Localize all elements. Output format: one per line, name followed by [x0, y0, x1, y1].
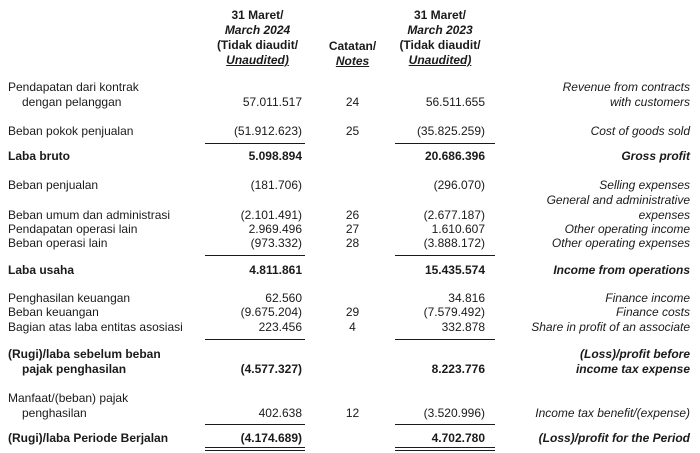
row-revenue — [0, 80, 700, 109]
row-other-income — [0, 222, 700, 237]
header-notes-line2: Notes — [335, 54, 370, 68]
row-other-income-current: 2.969.496 — [248, 222, 302, 236]
row-net-english: (Loss)/profit for the Period — [538, 431, 690, 445]
row-pbt-english-line2: income tax expense — [575, 362, 690, 376]
row-net-prior: 4.702.780 — [431, 431, 485, 445]
row-pbt-current: (4.577.327) — [240, 362, 302, 376]
header-current-period — [205, 8, 310, 68]
row-cogs — [0, 124, 700, 139]
row-other-exp-english: Other operating expenses — [551, 236, 690, 250]
row-fin-income-prior: 34.816 — [448, 291, 485, 305]
row-other-exp-note: 28 — [345, 236, 360, 250]
row-pbt-label-line1: (Rugi)/laba sebelum beban — [8, 347, 161, 361]
header-notes-line1: Catatan/ — [328, 39, 377, 53]
rule-current-gross — [205, 143, 305, 144]
row-gross-label: Laba bruto — [8, 149, 70, 163]
row-selling-label: Beban penjualan — [8, 178, 99, 192]
row-other-income-label: Pendapatan operasi lain — [8, 222, 138, 236]
row-other-exp-current: (973.332) — [250, 236, 302, 250]
row-gross-profit — [0, 149, 700, 164]
rule-prior-gross — [395, 143, 495, 144]
rule-current-pbt — [205, 339, 305, 340]
row-fin-income-label: Penghasilan keuangan — [8, 291, 131, 305]
rule-current-operating — [205, 255, 305, 256]
row-ga-current: (2.101.491) — [240, 208, 302, 222]
row-tax-label-line1: Manfaat/(beban) pajak — [8, 391, 129, 405]
row-assoc-note: 4 — [349, 320, 356, 334]
rule-prior-pbt — [395, 339, 495, 340]
row-cogs-label: Beban pokok penjualan — [8, 124, 134, 138]
row-ga-english — [490, 193, 690, 223]
row-operating-income — [0, 263, 700, 278]
header-prior-line2: March 2023 — [407, 23, 473, 37]
row-ga-english-line2: expenses — [638, 208, 690, 222]
header-current-line4: Unaudited) — [226, 53, 289, 67]
row-assoc-label: Bagian atas laba entitas asosiasi — [8, 320, 183, 334]
row-ga-english-line1: General and administrative — [546, 193, 690, 207]
row-gross-current: 5.098.894 — [248, 149, 302, 163]
row-finance-income — [0, 291, 700, 306]
row-op-income-current: 4.811.861 — [249, 263, 302, 277]
row-revenue-prior: 56.511.655 — [425, 95, 485, 109]
row-tax-label-line2: penghasilan — [22, 406, 87, 420]
row-tax-label — [8, 391, 128, 421]
row-cogs-english: Cost of goods sold — [590, 124, 690, 138]
header-prior-line1: 31 Maret/ — [413, 8, 467, 22]
row-ga-prior: (2.677.187) — [423, 208, 485, 222]
row-pbt-label-line2: pajak penghasilan — [22, 362, 127, 376]
row-tax-current: 402.638 — [258, 406, 302, 420]
row-cogs-note: 25 — [345, 124, 360, 138]
row-ga — [0, 193, 700, 222]
row-op-income-english: Income from operations — [553, 263, 690, 277]
row-assoc-prior: 332.878 — [441, 320, 485, 334]
row-other-income-note: 27 — [345, 222, 360, 236]
row-gross-prior: 20.686.396 — [424, 149, 485, 163]
rule-current-net — [205, 424, 305, 425]
row-revenue-current: 57.011.517 — [242, 95, 302, 109]
double-rule-current-net — [205, 447, 305, 451]
row-other-income-english: Other operating income — [564, 222, 690, 236]
row-finance-costs — [0, 305, 700, 320]
row-revenue-english — [490, 80, 690, 110]
row-revenue-english-line1: Revenue from contracts — [562, 80, 690, 94]
header-current-line2: March 2024 — [224, 23, 291, 37]
row-pbt-label — [8, 347, 161, 377]
row-gross-english: Gross profit — [621, 149, 690, 163]
row-revenue-label-line1: Pendapatan dari kontrak — [8, 80, 139, 94]
row-fin-cost-note: 29 — [345, 305, 360, 319]
row-revenue-note: 24 — [345, 95, 360, 109]
header-prior-period — [385, 8, 495, 68]
row-fin-cost-current: (9.675.204) — [240, 305, 302, 319]
rule-prior-operating — [395, 255, 495, 256]
row-op-income-prior: 15.435.574 — [424, 263, 485, 277]
header-current-line3: (Tidak diaudit/ — [216, 38, 299, 52]
row-revenue-label-line2: dengan pelanggan — [22, 95, 122, 109]
header-prior-line3: (Tidak diaudit/ — [399, 38, 481, 52]
header-notes — [320, 39, 385, 69]
row-fin-cost-label: Beban keuangan — [8, 305, 99, 319]
row-fin-income-current: 62.560 — [265, 291, 302, 305]
header-current-line1: 31 Maret/ — [231, 8, 284, 22]
row-net-label: (Rugi)/laba Periode Berjalan — [8, 431, 169, 445]
rule-prior-net — [395, 424, 495, 425]
row-assoc-english: Share in profit of an associate — [531, 320, 690, 334]
row-profit-before-tax — [0, 347, 700, 376]
row-net-current: (4.174.689) — [240, 431, 302, 445]
header-prior-line4: Unaudited) — [408, 53, 472, 67]
row-ga-note: 26 — [345, 208, 360, 222]
row-tax-note: 12 — [345, 406, 360, 420]
row-other-income-prior: 1.610.607 — [431, 222, 485, 236]
row-other-exp-label: Beban operasi lain — [8, 236, 108, 250]
row-assoc-current: 223.456 — [258, 320, 302, 334]
row-fin-cost-english: Finance costs — [615, 305, 690, 319]
row-fin-cost-prior: (7.579.492) — [423, 305, 485, 319]
row-selling-english: Selling expenses — [599, 178, 690, 192]
row-other-exp-prior: (3.888.172) — [423, 236, 485, 250]
row-selling-prior: (296.070) — [433, 178, 485, 192]
row-ga-label: Beban umum dan administrasi — [8, 208, 171, 222]
row-tax-english: Income tax benefit/(expense) — [535, 406, 690, 420]
row-pbt-prior: 8.223.776 — [431, 362, 485, 376]
row-fin-income-english: Finance income — [605, 291, 690, 305]
row-selling — [0, 178, 700, 193]
row-revenue-label — [8, 80, 139, 110]
row-other-expenses — [0, 236, 700, 251]
row-selling-current: (181.706) — [250, 178, 302, 192]
row-cogs-prior: (35.825.259) — [416, 124, 485, 138]
row-income-tax — [0, 391, 700, 420]
double-rule-prior-net — [395, 447, 495, 451]
row-net-profit — [0, 431, 700, 446]
row-op-income-label: Laba usaha — [8, 263, 75, 277]
row-pbt-english-line1: (Loss)/profit before — [580, 347, 690, 361]
row-cogs-current: (51.912.623) — [233, 124, 302, 138]
row-pbt-english — [490, 347, 690, 377]
row-tax-prior: (3.520.996) — [423, 406, 485, 420]
row-associate — [0, 320, 700, 335]
row-revenue-english-line2: with customers — [609, 95, 690, 109]
